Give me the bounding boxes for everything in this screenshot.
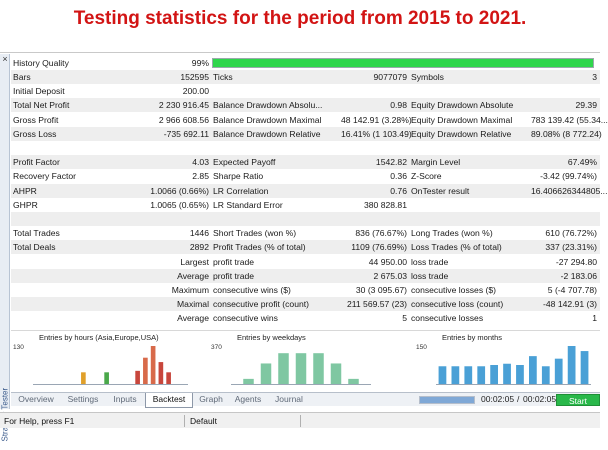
history-quality-value: 99% [191,58,209,68]
stat-label [13,297,131,311]
table-row [11,255,600,269]
stat-value: 9077079 [373,72,407,82]
stat-label: Balance Drawdown Relative [213,128,321,139]
stat-label: Expected Payoff [213,157,276,168]
stat-value: 0.36 [390,171,407,182]
stat-value [131,141,209,155]
time-separator: / [517,394,520,404]
stat-label: LR Correlation [213,185,269,196]
stat-value: 1.0066 (0.66%) [150,185,209,196]
stat-value: 1109 (76.69%) [351,242,407,253]
table-row [11,141,600,155]
table-row [11,297,600,311]
stat-label: LR Standard Error [213,199,283,210]
stat-value: 2 966 608.56 [158,114,209,125]
stat-label: consecutive profit (count) [213,299,310,310]
stat-label: Gross Profit [13,114,59,125]
chart-hours-plot [33,345,188,385]
stat-value: 67.49% [567,157,597,168]
tab-agents[interactable]: Agents [234,394,262,404]
stat-label [13,255,131,269]
table-row [11,70,600,84]
elapsed-time: 00:02:05 [481,394,515,404]
entries-charts [11,330,600,392]
chart-title: Entries by hours (Asia,Europe,USA) [39,333,159,342]
status-profile: Default [190,416,217,426]
stat-label: profit trade [213,270,255,281]
month-bar [477,366,485,384]
statistics-table [11,56,608,328]
stat-label [13,269,131,283]
chart-entries-by-weekdays [211,333,381,391]
status-divider [184,415,185,427]
test-progress-bar [419,396,475,404]
stat-value: 0.76 [390,185,407,196]
stat-label: AHPR [13,185,37,196]
stat-label: Ticks [213,72,233,82]
chart-y-max-label: 130 [13,344,24,351]
tab-settings[interactable]: Settings [67,394,99,404]
stat-label [13,141,131,155]
vertical-panel-strip [0,54,10,409]
stat-label: profit trade [213,256,255,267]
test-progress-fill [420,397,474,403]
page-headline: Testing statistics for the period from 2015 to 2021. [73,8,527,29]
stat-label [411,198,536,212]
stat-value: Maximum [171,285,209,295]
stat-label: Sharpe Ratio [213,171,264,182]
stat-value: -27 294.80 [555,256,597,267]
stat-value: 836 (76.67%) [355,228,407,239]
month-bar [452,366,460,384]
weekday-bar [261,363,272,384]
tab-graph[interactable]: Graph [199,394,223,404]
stat-label [13,283,131,297]
stat-label: Loss Trades (% of total) [411,242,502,253]
month-bar [490,365,498,384]
stat-value: 89.08% (8 772.24) [531,128,602,139]
stat-label: Equity Drawdown Absolute [411,100,514,111]
stat-value: 1446 [189,228,209,239]
table-row [11,184,608,198]
hour-bar [159,362,164,384]
hour-bar [143,358,148,384]
chart-entries-by-hours [13,333,193,391]
close-icon[interactable]: × [2,54,8,64]
stat-value [341,141,407,155]
stat-label [213,84,343,98]
table-row [11,127,600,141]
table-row [11,240,600,254]
stat-label: Balance Drawdown Maximal [213,114,322,125]
stat-label: Profit Trades (% of total) [213,242,306,253]
stat-label: Margin Level [411,157,461,168]
stat-value: 211 569.57 (23) [346,299,407,310]
table-row [11,155,600,169]
stat-value: 610 (76.72%) [545,228,597,239]
table-row [11,84,600,98]
chart-y-max-label: 150 [416,344,427,351]
stat-value: 337 (23.31%) [545,242,597,253]
stat-value: 48 142.91 (3.28%) [341,114,412,125]
table-row [11,212,600,226]
month-bar [581,351,589,384]
tab-inputs[interactable]: Inputs [113,394,137,404]
table-row [11,113,608,127]
stat-value [531,212,597,226]
stat-value: 16.406626344805... [531,185,608,196]
stat-label: consecutive losses [411,313,484,324]
stat-label: Equity Drawdown Relative [411,128,512,139]
stat-value: Average [177,270,209,281]
chart-title: Entries by weekdays [237,333,306,342]
stat-value: -735 692.11 [163,128,209,139]
stat-label: consecutive losses ($) [411,285,497,295]
table-row [11,198,600,212]
stat-label: Initial Deposit [13,86,65,97]
status-bar [0,412,600,428]
stat-label: loss trade [411,270,449,281]
stat-value [531,141,597,155]
month-bar [439,366,447,384]
chart-months-plot [436,345,591,385]
stat-value: 5 [402,313,407,324]
hour-bar [166,372,171,384]
panel-title [0,354,10,444]
stat-label [13,311,131,325]
stat-value: 30 (3 095.67) [355,285,407,295]
stat-value: 2 230 916.45 [158,100,209,111]
month-bar [503,364,511,384]
tab-journal[interactable]: Journal [275,394,303,404]
stat-value: 1542.82 [375,157,407,168]
stat-value: 200.00 [182,86,209,97]
stat-value: 380 828.81 [363,199,407,210]
stat-value: 1 [592,313,597,324]
tester-tabs [11,392,600,406]
panel-title-text [1,356,10,442]
weekday-bar [243,379,254,384]
stat-value [531,198,597,212]
table-row [11,98,600,112]
stat-label: Profit Factor [13,157,60,168]
table-row [11,169,600,183]
stat-value: Average [177,313,209,324]
stat-label: loss trade [411,256,449,267]
stat-value: 5 (-4 707.78) [547,285,597,295]
stat-label: Bars [13,72,31,82]
stat-value: 2.85 [192,171,209,182]
stat-value: 29.39 [575,100,597,111]
stat-label: Equity Drawdown Maximal [411,114,513,125]
stat-label [213,212,343,226]
status-help-text: For Help, press F1 [4,416,75,426]
stat-value: -48 142.91 (3) [543,299,597,310]
tab-backtest[interactable]: Backtest [145,393,193,408]
weekday-bar [278,353,289,384]
history-quality-bar [212,58,594,68]
weekday-bar [348,379,359,384]
stat-label [411,141,536,155]
stat-label: Z-Score [411,171,442,182]
month-bar [542,366,550,384]
chart-entries-by-months [416,333,596,391]
table-row-history-quality [11,56,600,70]
stat-label [13,212,131,226]
stat-value: 44 950.00 [368,256,407,267]
stat-label: Balance Drawdown Absolu... [213,100,323,111]
month-bar [568,346,576,384]
stat-label: OnTester result [411,185,470,196]
weekday-bar [313,353,324,384]
stat-value: 3 [592,72,597,82]
tab-overview[interactable]: Overview [18,394,54,404]
stat-value [341,212,407,226]
stat-label: consecutive loss (count) [411,299,504,310]
stat-label: GHPR [13,199,38,210]
stat-label [411,84,536,98]
stat-value: 783 139.42 (55.34... [531,114,608,125]
month-bar [529,356,537,384]
stat-label: consecutive wins [213,313,278,324]
hour-bar [81,372,86,384]
stat-value: 2892 [189,242,209,253]
stat-value [531,84,597,98]
chart-title: Entries by months [442,333,503,342]
stat-value [131,212,209,226]
stat-label: Recovery Factor [13,171,77,182]
stat-value: 152595 [180,72,209,82]
stat-value: Maximal [177,299,209,310]
stat-label: Long Trades (won %) [411,228,493,239]
stat-label: Total Trades [13,228,60,239]
stat-value [341,84,407,98]
table-row [11,226,600,240]
stat-value: -2 183.06 [560,270,597,281]
table-row [11,269,600,283]
month-bar [516,365,524,384]
chart-y-max-label: 370 [211,344,222,351]
status-divider [300,415,301,427]
chart-weekdays-plot [231,345,371,385]
stat-label: Symbols [411,72,444,82]
stat-value: 4.03 [192,157,209,168]
month-bar [464,366,472,384]
stat-label [213,141,343,155]
stat-label: Total Deals [13,242,56,253]
hour-bar [151,346,156,384]
stat-label: Total Net Profit [13,100,70,111]
stat-label [411,212,536,226]
stat-label: consecutive wins ($) [213,285,291,295]
stat-value: -3.42 (99.74%) [540,171,597,182]
weekday-bar [296,353,307,384]
stat-value: Largest [180,256,209,267]
table-row [11,311,600,325]
stat-value: 1.0065 (0.65%) [150,199,209,210]
start-button[interactable]: Start [556,394,600,406]
month-bar [555,359,563,384]
total-time: 00:02:05 [523,394,557,404]
stat-value: 16.41% (1 103.49) [341,128,412,139]
stat-label: Short Trades (won %) [213,228,297,239]
hour-bar [104,372,109,384]
stat-value: 2 675.03 [373,270,407,281]
weekday-bar [331,363,342,384]
table-row [11,283,600,297]
history-quality-label: History Quality [13,58,69,68]
stat-label: Gross Loss [13,128,57,139]
stat-value: 0.98 [390,100,407,111]
hour-bar [135,371,140,384]
